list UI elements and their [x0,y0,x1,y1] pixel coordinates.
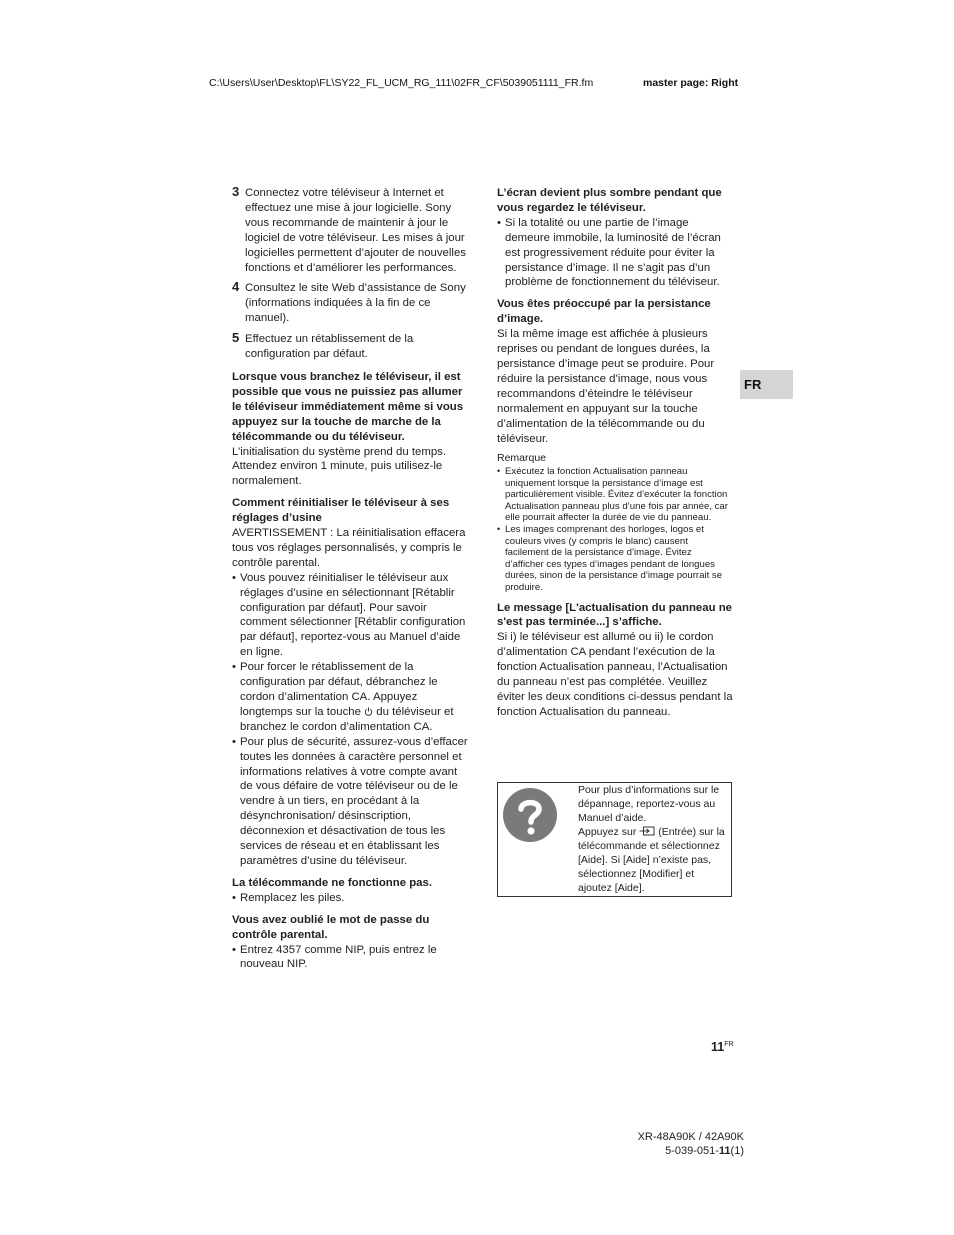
section-heading: Le message [L'actualisation du panneau ne s'est pas terminée...] s’affiche. [497,601,733,629]
file-path-header: C:\Users\User\Desktop\FL\SY22_FL_UCM_RG_111\02FR_CF\5039051111_FR.fm [209,77,594,89]
step-number: 5 [232,330,240,346]
input-icon [639,826,655,836]
section-text: Si la même image est affichée à plusieurs reprises ou pendant de longues durées, la persistance d’image peut se produire. Pour réduire la persistance d’image, nous vous recommandons d’éteindre le téléviseur normalement en appuyant sur la touche d’alimentation de la télécommande ou du téléviseur. [497,328,715,445]
section-heading: Comment réinitialiser le téléviseur à ses réglages d’usine [232,497,450,525]
document-code: 5-039-051-11(1) [665,1145,744,1157]
section-heading: Vous avez oublié le mot de passe du contrôle parental. [232,913,430,941]
section-heading: La télécommande ne fonctionne pas. [232,876,433,889]
step-text: Effectuez un rétablissement de la configuration par défaut. [245,333,414,361]
factory-reset-section [232,496,468,869]
help-line-1: Pour plus d’informations sur le dépannage, reportez-vous au Manuel d’aide. [578,784,720,824]
list-item: • Exécutez la fonction Actualisation panneau uniquement lorsque la persistance d’image est particulièrement visible. Évitez d’exécuter la fonction Actualisation panneau plus d’une fois par année, car elle pourrait affecter la durée de vie du panneau. [497,466,733,524]
footer-model-info [638,1130,744,1158]
power-icon [364,707,373,716]
section-heading: Lorsque vous branchez le téléviseur, il est possible que vous ne puissiez pas allumer le téléviseur immédiatement même si vous appuyez sur la touche de marche de la télécommande ou du téléviseur. [232,370,464,443]
image-retention-section [497,297,733,446]
language-tab: FR [740,370,793,399]
step-text: Consultez le site Web d’assistance de Sony (informations indiquées à la fin de ce manuel). [245,282,466,325]
note-section [497,453,733,593]
power-on-section [232,370,468,489]
note-label: Remarque [497,452,547,465]
step-number: 3 [232,184,240,199]
help-box [497,782,732,897]
help-text: Pour plus d’informations sur le dépannage, reportez-vous au Manuel d’aide. Appuyez sur (Entrée) sur la télécommande et sélectionnez [Aide]. Si [Aide] n’existe pas, sélectionnez [Modifier] et ajoutez [Aide]. [578,784,725,894]
remote-section [232,876,468,906]
list-item: • Vous pouvez réinitialiser le téléviseur aux réglages d’usine en sélectionnant [Rétablir configuration par défaut]. Pour savoir comment sélectionner [Rétablir configuration par défaut], reportez-vous au Manuel d’aide en ligne. [232,571,468,660]
master-page-label: master page: Right [643,77,739,89]
list-item: • Pour plus de sécurité, assurez-vous d’effacer toutes les données à caractère personnel et informations relatives à votre compte avant de vous défaire de votre téléviseur ou de le vendre à un tiers, en procédant à la désynchronisation/ désinscription, déconnexion et désactivation de tous les services de réseau et en établissant les paramètres d’usine du téléviseur. [232,735,468,869]
step-number: 4 [232,279,240,295]
panel-refresh-section [497,601,733,720]
section-heading: Vous êtes préoccupé par la persistance d’image. [497,298,711,326]
section-text: L’initialisation du système prend du temps. Attendez environ 1 minute, puis utilisez-le normalement. [232,445,447,488]
list-item: • Si la totalité ou une partie de l’image demeure immobile, la luminosité de l’écran est progressivement réduite pour éviter la persistance d’image. Il ne s’agit pas d’un problème de fonctionnement du téléviseur. [497,216,733,291]
list-item: • Pour forcer le rétablissement de la configuration par défaut, débranchez le cordon d’alimentation CA. Appuyez longtemps sur la touche du téléviseur et branchez le cordon d’alimentation CA. [232,660,468,735]
step-3 [232,186,468,275]
page-suffix: FR [724,1041,734,1048]
right-column [497,186,733,727]
left-column [232,186,468,979]
section-heading: L’écran devient plus sombre pendant que vous regardez le téléviseur. [497,187,722,214]
step-5 [232,332,468,362]
step-text: Connectez votre téléviseur à Internet et effectuez une mise à jour logicielle. Sony vous recommande de maintenir à jour le logiciel de votre téléviseur. Les mises à jour logicielles permettent d’ajouter de nouvelles fonctions et d’améliorer les performances. [245,187,466,274]
parental-pin-section [232,913,468,973]
dark-screen-section [497,186,733,290]
step-4 [232,281,468,326]
list-item: • Entrez 4357 comme NIP, puis entrez le nouveau NIP. [232,943,468,973]
page-number: $11^{FR}$ [711,1040,734,1054]
warning-text: AVERTISSEMENT : La réinitialisation effacera tous vos réglages personnalisés, y compris le contrôle parental. [232,527,466,569]
question-mark-icon [502,787,558,843]
list-item: • Remplacez les piles. [232,891,468,906]
model-number: XR-48A90K / 42A90K [637,1131,744,1143]
section-text: Si i) le téléviseur est allumé ou ii) le cordon d’alimentation CA pendant l’exécution de la fonction Actualisation panneau, l’Actualisation du panneau n’est pas complétée. Veuillez éviter les deux conditions ci-dessus pendant la fonction Actualisation du panneau. [497,631,733,718]
list-item: • Les images comprenant des horloges, logos et couleurs vives (y compris le blanc) causent facilement de la persistance d’image. Évitez d’afficher ces types d’images pendant de longues durées, sinon de la persistance d’image pourrait se produire. [497,524,733,594]
